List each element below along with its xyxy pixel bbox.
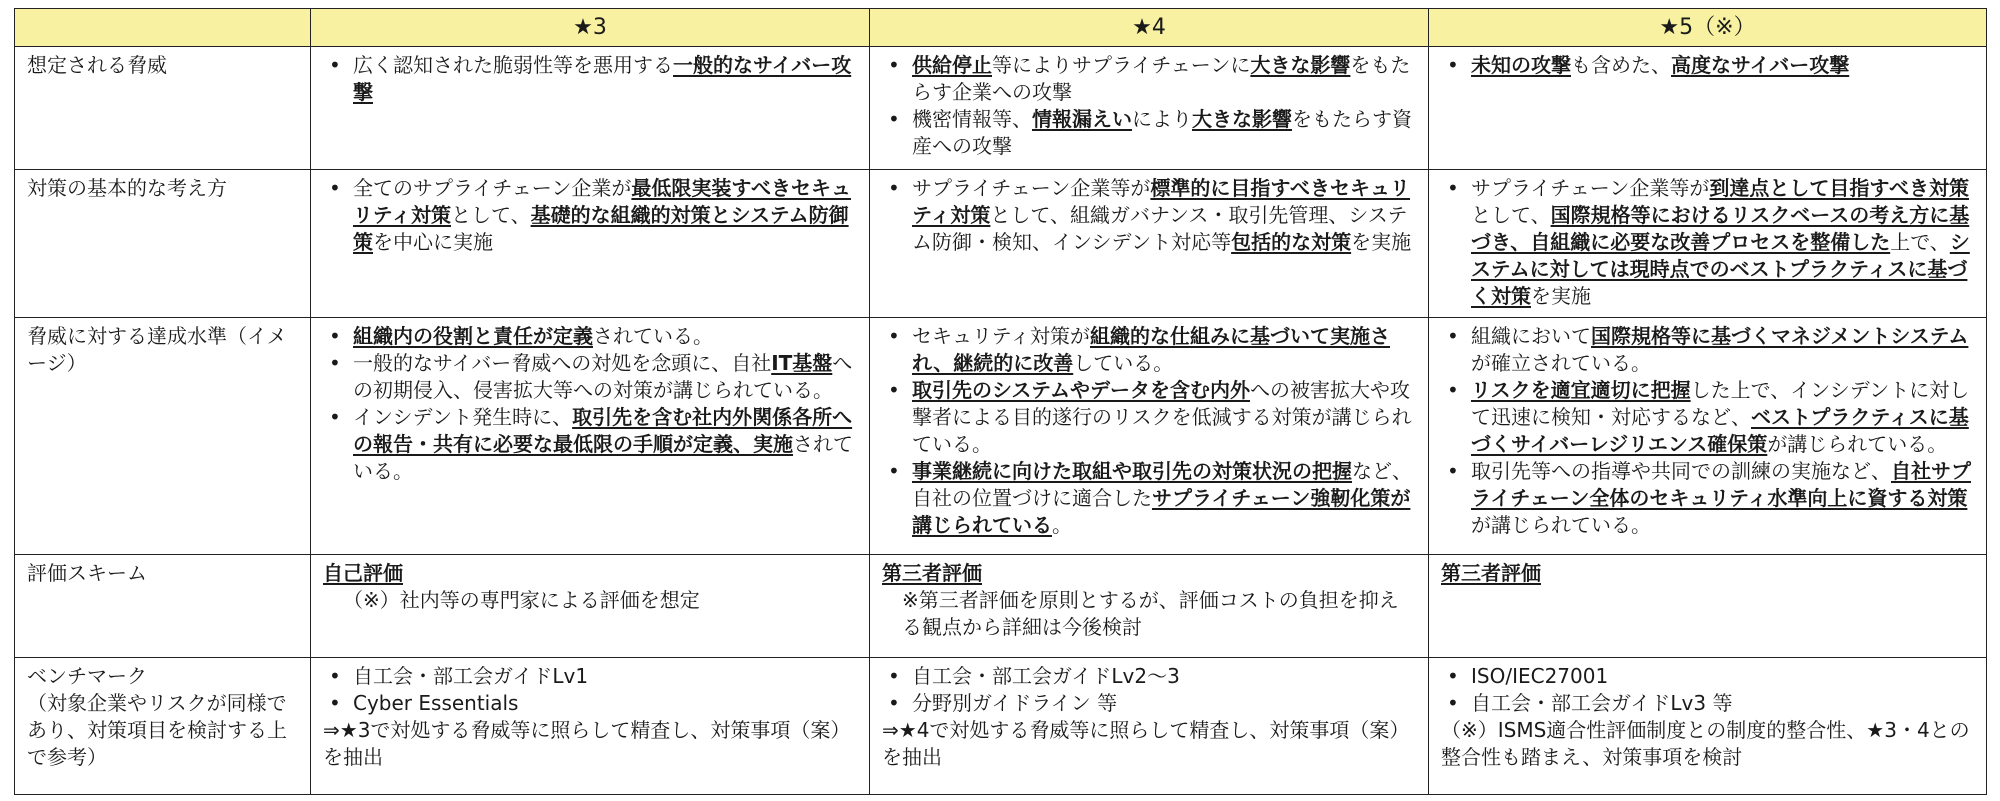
body-text: が講じられている。: [1471, 513, 1651, 537]
emphasized-text: ベストプラクティスに基づくサイバーレジリエンス確保策: [1471, 405, 1969, 456]
bullet-item: [1441, 377, 1974, 458]
body-text: も含めた、: [1571, 53, 1671, 77]
bullet-item: [323, 350, 857, 404]
body-text: を実施: [1351, 230, 1412, 254]
bullet-item: [882, 690, 1416, 717]
cell-threat-level4: [870, 47, 1429, 170]
bullet-item: [1441, 175, 1974, 310]
body-text: セキュリティ対策が: [912, 324, 1090, 348]
cell-scheme-level4: [870, 555, 1429, 658]
bullet-item: [1441, 690, 1974, 717]
body-text: をもたらす企業への攻撃: [912, 53, 1411, 104]
body-text: した上で、インシデントに対して迅速に検知・対応するなど、: [1471, 378, 1970, 429]
emphasized-text: 国際規格等に基づくマネジメントシステム: [1591, 324, 1969, 348]
body-text: 一般的なサイバー脅威への対処を念頭に、自社: [353, 351, 772, 375]
body-text: 。: [1052, 513, 1072, 537]
bullet-list: [1441, 663, 1974, 717]
cell-benchmark-level4: [870, 658, 1429, 795]
emphasized-text: 標準的に目指すべきセキュリティ対策: [912, 176, 1411, 227]
body-text: が講じられている。: [1767, 432, 1948, 456]
cell-benchmark-level3: [311, 658, 870, 795]
cell-scheme-level3: [311, 555, 870, 658]
bullet-item: [323, 323, 857, 350]
bullet-item: [1441, 663, 1974, 690]
security-level-comparison-table: [14, 8, 1987, 795]
bullet-item: [1441, 458, 1974, 539]
emphasized-text: 包括的な対策: [1231, 230, 1352, 254]
cell-approach-level5: [1429, 170, 1987, 318]
bullet-item: [882, 52, 1416, 106]
emphasized-text: 基礎的な組織的対策とシステム防御策: [353, 203, 849, 254]
row-approach: [15, 170, 1987, 318]
bullet-item: [882, 458, 1416, 539]
cell-approach-level4: [870, 170, 1429, 318]
row-label-achievement: 脅威に対する達成水準（イメージ）: [15, 318, 311, 555]
emphasized-text: 一般的なサイバー攻撃: [353, 53, 852, 104]
body-text: として、: [1471, 203, 1551, 227]
emphasized-text: 事業継続に向けた取組や取引先の対策状況の把握: [912, 459, 1352, 483]
cell-benchmark-level5: [1429, 658, 1987, 795]
emphasized-text: 未知の攻撃: [1471, 53, 1571, 77]
emphasized-text: サプライチェーン強靭化策が講じられている: [912, 486, 1411, 537]
bullet-item: [323, 175, 857, 256]
body-text: ※第三者評価を原則とするが、評価コストの負担を抑える観点から詳細は今後検討: [902, 588, 1399, 639]
body-text: されている。: [593, 324, 713, 348]
bullet-list: [1441, 52, 1974, 79]
emphasized-text: リスクを適宜適切に把握: [1471, 378, 1691, 402]
scheme-title: [882, 560, 1416, 587]
emphasized-text: IT基盤: [771, 351, 833, 375]
body-text: 全てのサプライチェーン企業が: [353, 176, 632, 200]
benchmark-note: ⇒★4で対処する脅威等に照らして精査し、対策事項（案）を抽出: [882, 718, 1410, 769]
row-threat: [15, 47, 1987, 170]
body-text: を実施: [1531, 284, 1591, 308]
cell-achievement-level4: [870, 318, 1429, 555]
emphasized-text: システムに対しては現時点でのベストプラクティスに基づく対策: [1471, 230, 1970, 308]
row-scheme: [15, 555, 1987, 658]
body-text: 自工会・部工会ガイドLv3 等: [1471, 691, 1733, 715]
body-text: している。: [1073, 351, 1174, 375]
bullet-item: [1441, 52, 1974, 79]
bullet-list: [323, 323, 857, 485]
emphasized-text: 国際規格等におけるリスクベースの考え方に基づき、自組織に必要な改善プロセスを整備した: [1471, 203, 1970, 254]
body-text: サプライチェーン企業等が: [1471, 176, 1710, 200]
bullet-item: [882, 323, 1416, 377]
body-text: サプライチェーン企業等が: [912, 176, 1151, 200]
body-text: 分野別ガイドライン 等: [912, 691, 1118, 715]
bullet-item: [882, 663, 1416, 690]
emphasized-text: 高度なサイバー攻撃: [1671, 53, 1850, 77]
bullet-list: [882, 175, 1416, 256]
body-text: をもたらす資産への攻撃: [912, 107, 1412, 158]
body-text: により: [1132, 107, 1192, 131]
bullet-item: [323, 663, 857, 690]
cell-threat-level5: [1429, 47, 1987, 170]
bullet-list: [882, 52, 1416, 160]
header-level-5: ★5（※）: [1429, 9, 1987, 47]
body-text: 機密情報等、: [912, 107, 1032, 131]
bullet-list: [882, 663, 1416, 717]
body-text: として、: [451, 203, 531, 227]
row-label-benchmark: ベンチマーク （対象企業やリスクが同様であり、対策項目を検討する上で参考）: [15, 658, 311, 795]
body-text: 等によりサプライチェーンに: [992, 53, 1251, 77]
bullet-list: [1441, 175, 1974, 310]
bullet-item: [323, 52, 857, 106]
body-text: 取引先等への指導や共同での訓練の実施など、: [1471, 459, 1891, 483]
row-label-threat: 想定される脅威: [15, 47, 311, 170]
cell-threat-level3: [311, 47, 870, 170]
scheme-title: [1441, 560, 1974, 587]
emphasized-text: 大きな影響: [1192, 107, 1292, 131]
body-text: されている。: [353, 432, 853, 483]
cell-achievement-level3: [311, 318, 870, 555]
body-text: ISO/IEC27001: [1471, 664, 1609, 688]
body-text: 上で、: [1890, 230, 1950, 254]
emphasized-text: 第三者評価: [1441, 561, 1541, 585]
emphasized-text: 到達点として目指すべき対策: [1709, 176, 1970, 200]
body-text: が確立されている。: [1471, 351, 1651, 375]
emphasized-text: 自社サプライチェーン全体のセキュリティ水準向上に資する対策: [1471, 459, 1971, 510]
header-level-3: ★3: [311, 9, 870, 47]
body-text: への初期侵入、侵害拡大等への対策が講じられている。: [353, 351, 853, 402]
emphasized-text: 第三者評価: [882, 561, 982, 585]
emphasized-text: 組織内の役割と責任が定義: [353, 324, 593, 348]
emphasized-text: 大きな影響: [1250, 53, 1351, 77]
emphasized-text: 組織的な仕組みに基づいて実施され、継続的に改善: [912, 324, 1390, 375]
bullet-item: [323, 690, 857, 717]
bullet-item: [323, 404, 857, 485]
cell-scheme-level5: [1429, 555, 1987, 658]
emphasized-text: 自己評価: [323, 561, 403, 585]
body-text: インシデント発生時に、: [353, 405, 573, 429]
body-text: 自工会・部工会ガイドLv2～3: [912, 664, 1180, 688]
body-text: 広く認知された脆弱性等を悪用する: [353, 53, 673, 77]
emphasized-text: 供給停止: [912, 53, 992, 77]
emphasized-text: 情報漏えい: [1032, 107, 1132, 131]
bullet-item: [882, 377, 1416, 458]
bullet-item: [882, 106, 1416, 160]
note-line: [323, 587, 857, 614]
body-text: として、組織ガバナンス・取引先管理、システム防御・検知、インシデント対応等: [912, 203, 1408, 254]
scheme-title: [323, 560, 857, 587]
header-corner-cell: [15, 9, 311, 47]
row-achievement: [15, 318, 1987, 555]
row-label-approach: 対策の基本的な考え方: [15, 170, 311, 318]
row-label-scheme: 評価スキーム: [15, 555, 311, 658]
body-text: を中心に実施: [373, 230, 493, 254]
benchmark-note: （※）ISMS適合性評価制度との制度的整合性、★3・4との整合性も踏まえ、対策事項を検討: [1441, 718, 1970, 769]
body-text: Cyber Essentials: [353, 691, 519, 715]
cell-approach-level3: [311, 170, 870, 318]
bullet-item: [1441, 323, 1974, 377]
body-text: （※）社内等の専門家による評価を想定: [343, 588, 700, 612]
body-text: 自工会・部工会ガイドLv1: [353, 664, 589, 688]
benchmark-note: ⇒★3で対処する脅威等に照らして精査し、対策事項（案）を抽出: [323, 718, 851, 769]
emphasized-text: 取引先を含む社内外関係各所への報告・共有に必要な最低限の手順が定義、実施: [353, 405, 853, 456]
note-line: [882, 587, 1416, 641]
body-text: への被害拡大や攻撃者による目的遂行のリスクを低減する対策が講じられている。: [912, 378, 1412, 456]
emphasized-text: 最低限実装すべきセキュリティ対策: [353, 176, 852, 227]
bullet-list: [323, 663, 857, 717]
bullet-list: [323, 52, 857, 106]
bullet-list: [882, 323, 1416, 539]
header-level-4: ★4: [870, 9, 1429, 47]
cell-achievement-level5: [1429, 318, 1987, 555]
row-benchmark: [15, 658, 1987, 795]
body-text: 組織において: [1471, 324, 1591, 348]
bullet-list: [323, 175, 857, 256]
header-row: [15, 9, 1987, 47]
bullet-item: [882, 175, 1416, 256]
emphasized-text: 取引先のシステムやデータを含む内外: [912, 378, 1250, 402]
bullet-list: [1441, 323, 1974, 539]
body-text: など、自社の位置づけに適合した: [912, 459, 1412, 510]
